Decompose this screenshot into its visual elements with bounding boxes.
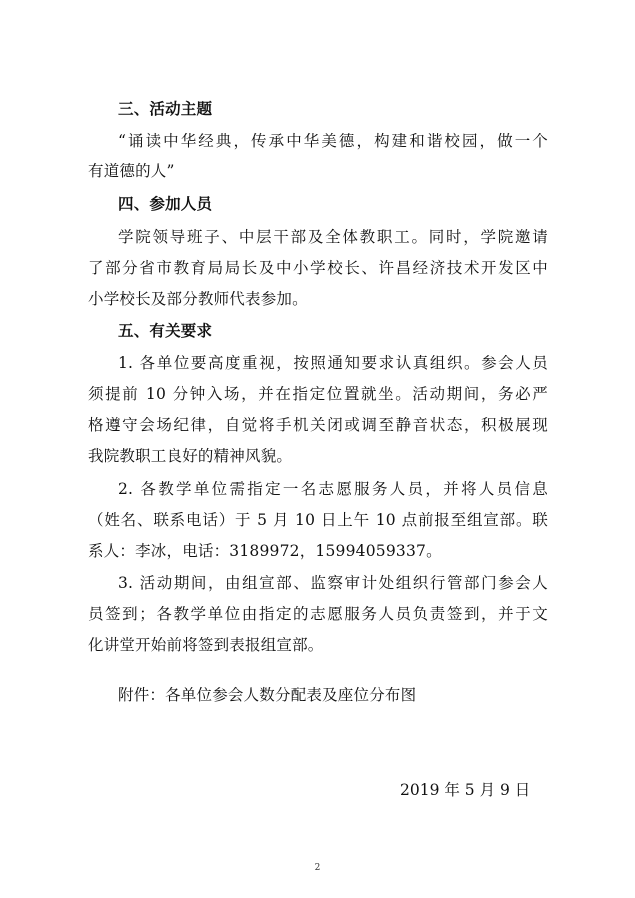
section4-heading: 四、参加人员 [118, 195, 213, 213]
section3-line-2: 有道德的人” [88, 162, 175, 180]
section3-line-1: “诵读中华经典，传承中华美德，构建和谐校园，做一个 [118, 132, 548, 150]
requirement-1-line-4: 我院教职工良好的精神风貌。 [88, 447, 293, 465]
requirement-2-line-3: 系人：李冰，电话：3189972，15994059337。 [88, 542, 442, 560]
requirement-3-line-1: 3. 活动期间，由组宣部、监察审计处组织行管部门参会人 [118, 574, 548, 592]
requirement-2-line-2: （姓名、联系电话）于 5 月 10 日上午 10 点前报至组宣部。联 [88, 511, 548, 529]
document-date: 2019 年 5 月 9 日 [400, 781, 531, 799]
requirement-1-line-2: 须提前 10 分钟入场，并在指定位置就坐。活动期间，务必严 [88, 385, 548, 403]
requirement-1-line-3: 格遵守会场纪律，自觉将手机关闭或调至静音状态，积极展现 [88, 416, 548, 434]
requirement-3-line-3: 化讲堂开始前将签到表报组宣部。 [88, 636, 324, 654]
section4-line-1: 学院领导班子、中层干部及全体教职工。同时，学院邀请 [118, 228, 548, 246]
section3-heading: 三、活动主题 [118, 100, 213, 118]
attachment-note: 附件：各单位参会人数分配表及座位分布图 [118, 686, 417, 704]
requirement-1-line-1: 1. 各单位要高度重视，按照通知要求认真组织。参会人员 [118, 354, 548, 372]
requirement-2-line-1: 2. 各教学单位需指定一名志愿服务人员，并将人员信息 [118, 480, 548, 498]
section5-heading: 五、有关要求 [118, 322, 213, 340]
section4-line-3: 小学校长及部分教师代表参加。 [88, 290, 308, 308]
section4-line-2: 了部分省市教育局局长及中小学校长、许昌经济技术开发区中 [88, 259, 548, 277]
requirement-3-line-2: 员签到；各教学单位由指定的志愿服务人员负责签到，并于文 [88, 605, 548, 623]
page-number: 2 [314, 863, 321, 873]
